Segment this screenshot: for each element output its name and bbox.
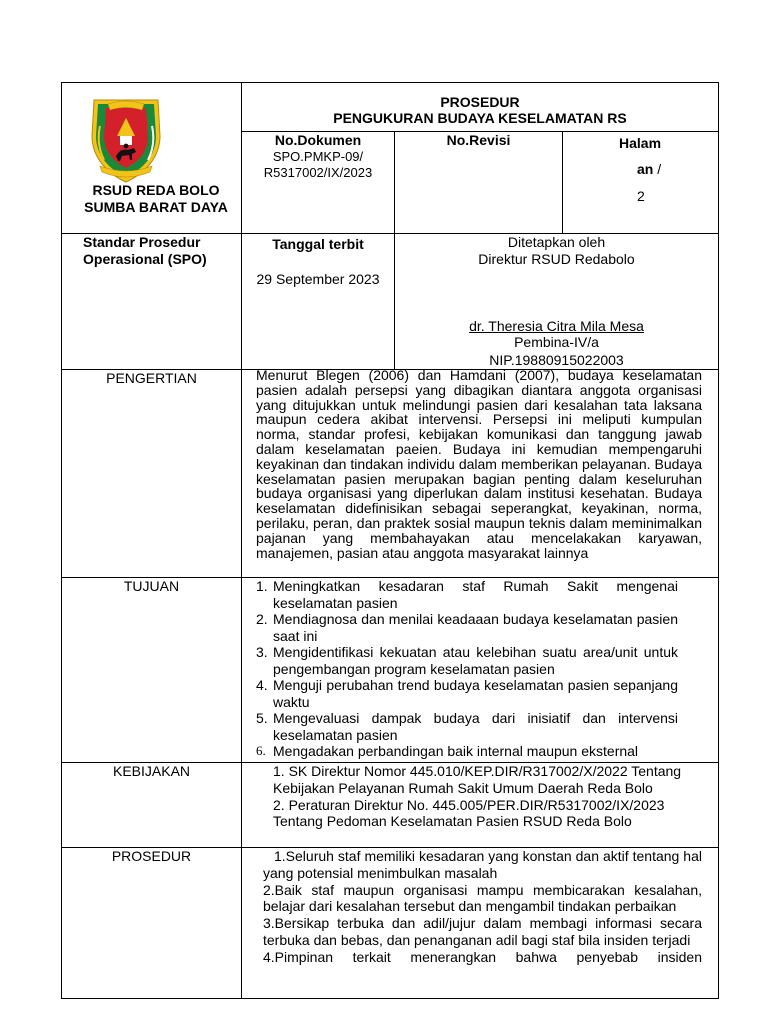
direktur-title: Direktur RSUD Redabolo bbox=[478, 251, 635, 267]
list-text: Mendiagnosa dan menilai keadaaan budaya keselamatan pasien saat ini bbox=[273, 611, 678, 644]
tujuan-label: TUJUAN bbox=[123, 578, 180, 594]
grid-line bbox=[241, 82, 242, 999]
pengertian-text: Menurut Blegen (2006) dan Hamdani (2007), budaya keselamatan pasien adalah persepsi yang dibagikan diantara anggota organisasi yang ditujukkan untuk melindungi pasien dari kesalahan tata laksana maupun cedera akibat intervensi. Persepsi ini meliputi kumpulan norma, standar profesi, kebijakan komunikasi dan tanggung jawab dalam keselamatan paeien. Budaya ini kemudian mempengaruhi keyakinan dan tindakan individu dalam memberikan pelayanan. Budaya keselamatan pasien merupakan bagian penting dalam keseluruhan budaya organisasi yang diperlukan dalam institusi kesehatan. Budaya keselamatan didefinisikan sebagai seperangkat, keyakinan, norma, perilaku, peran, dan praktek sosial maupun teknis dalam meminimalkan pajanan yang membahayakan atau mencelakakan karyawan, manajemen, pasian atau anggota masyarakat lainnya bbox=[256, 368, 702, 561]
list-text: Menguji perubahan trend budaya keselamatan pasien sepanjang waktu bbox=[273, 677, 678, 710]
list-number: 4. bbox=[256, 677, 268, 693]
no-dokumen-label: No.Dokumen bbox=[274, 132, 362, 148]
document-title: PENGUKURAN BUDAYA KESELAMATAN RS bbox=[333, 110, 627, 126]
list-item bbox=[256, 677, 678, 710]
signer-nip: NIP.19880915022003 bbox=[489, 352, 624, 368]
grid-line bbox=[61, 998, 719, 999]
list-number: 3. bbox=[256, 644, 268, 660]
list-item: 3.Bersikap terbuka dan adil/jujur dalam membagi informasi secara terbuka dan bebas, dan penanganan adil bagi staf bila insiden terjadi bbox=[263, 915, 702, 948]
grid-line bbox=[718, 82, 719, 999]
list-item bbox=[256, 578, 678, 611]
halaman-label-slash: / bbox=[653, 161, 662, 177]
list-text: Mengadakan perbandingan baik internal maupun eksternal bbox=[273, 743, 639, 759]
halaman-total: 2 bbox=[637, 188, 645, 204]
signer-name: dr. Theresia Citra Mila Mesa bbox=[469, 318, 644, 334]
list-item bbox=[256, 644, 678, 677]
list-item: 4.Pimpinan terkait menerangkan bahwa penyebab insiden bbox=[263, 948, 702, 965]
list-number: 2. bbox=[256, 611, 268, 627]
list-item: 1. SK Direktur Nomor 445.010/KEP.DIR/R317002/X/2022 Tentang Kebijakan Pelayanan Rumah Sakit Umum Daerah Reda Bolo bbox=[273, 763, 682, 796]
kebijakan-list bbox=[273, 763, 708, 830]
list-number: 6. bbox=[256, 743, 266, 758]
list-item bbox=[256, 710, 678, 743]
list-text: Meningkatkan kesadaran staf Rumah Sakit mengenai keselamatan pasien bbox=[273, 578, 678, 611]
list-number: 1. bbox=[256, 578, 268, 594]
list-item: 1.Seluruh staf memiliki kesadaran yang konstan dan aktif tentang hal yang potensial menimbulkan masalah bbox=[263, 848, 702, 881]
tujuan-list bbox=[256, 578, 678, 760]
list-text: Mengidentifikasi kekuatan atau kelebihan suatu area/unit untuk pengembangan program keselamatan pasien bbox=[273, 644, 678, 677]
halaman-label-line2 bbox=[637, 161, 661, 178]
kebijakan-label: KEBIJAKAN bbox=[112, 763, 191, 779]
list-item: 2. Peraturan Direktur No. 445.005/PER.DIR/R5317002/IX/2023 Tentang Pedoman Keselamatan Pasien RSUD Reda Bolo bbox=[273, 796, 665, 830]
tanggal-terbit-value: 29 September 2023 bbox=[256, 271, 380, 287]
list-number: 5. bbox=[256, 710, 268, 726]
list-item bbox=[256, 743, 678, 760]
document-type: PROSEDUR bbox=[440, 94, 520, 110]
halaman-label-an: an bbox=[637, 161, 654, 177]
list-item bbox=[256, 611, 678, 644]
list-item: 2.Baik staf maupun organisasi mampu membicarakan kesalahan, belajar dari kesalahan tersebut dan mengambil tindakan perbaikan bbox=[263, 881, 702, 915]
ditetapkan-oleh: Ditetapkan oleh bbox=[507, 234, 606, 250]
grid-line bbox=[61, 82, 719, 83]
prosedur-list bbox=[263, 848, 702, 998]
coat-of-arms-icon bbox=[86, 96, 166, 184]
prosedur-label: PROSEDUR bbox=[111, 848, 192, 864]
tanggal-terbit-label: Tanggal terbit bbox=[272, 236, 364, 252]
spo-label: Standar Prosedur Operasional (SPO) bbox=[83, 234, 207, 267]
grid-line bbox=[562, 131, 563, 233]
signer-rank: Pembina-IV/a bbox=[514, 334, 599, 350]
no-dokumen-value: SPO.PMKP-09/ R5317002/IX/2023 bbox=[263, 149, 373, 180]
halaman-label-line1: Halam bbox=[619, 135, 662, 151]
hospital-logo bbox=[86, 96, 166, 184]
list-text: Mengevaluasi dampak budaya dari inisiatif dan intervensi keselamatan pasien bbox=[273, 710, 678, 743]
pengertian-label: PENGERTIAN bbox=[106, 370, 197, 386]
hospital-name: RSUD REDA BOLO SUMBA BARAT DAYA bbox=[84, 182, 228, 215]
no-revisi-label: No.Revisi bbox=[446, 132, 511, 148]
